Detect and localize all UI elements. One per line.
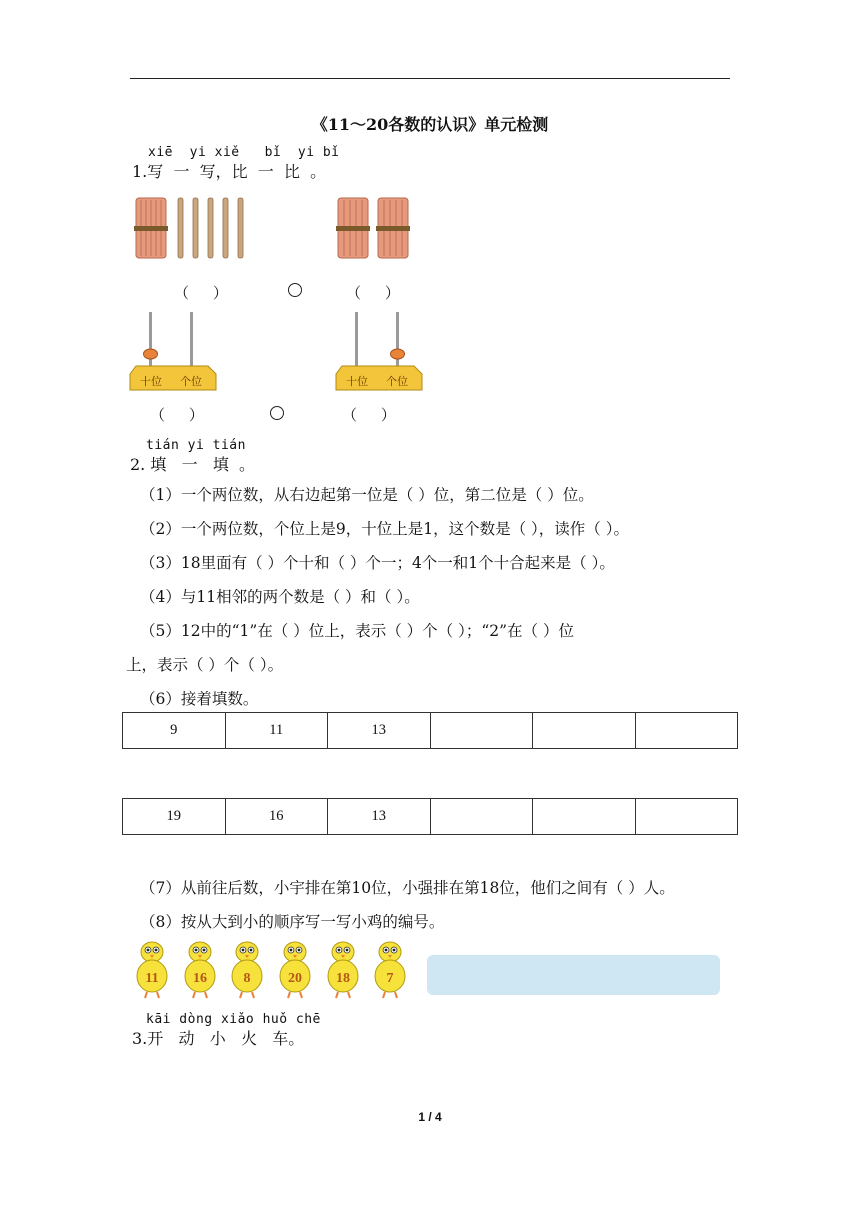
abacus-label-ones: 个位 xyxy=(386,375,408,388)
table-cell: 11 xyxy=(225,713,328,749)
q1-heading: 1.写 一 写，比 一 比 。 xyxy=(132,162,327,181)
table-cell-blank[interactable] xyxy=(533,799,636,835)
answer-blank[interactable]: （ ） xyxy=(346,284,400,302)
chicks-figure xyxy=(130,938,420,1000)
chick xyxy=(185,942,215,998)
abacus-label-ones: 个位 xyxy=(180,375,202,388)
abacus-figure-left xyxy=(128,308,218,394)
single-stick xyxy=(193,198,198,258)
chick xyxy=(280,942,310,998)
abacus-rod xyxy=(190,312,193,368)
q1-pinyin: xiē yi xiě bǐ yi bǐ xyxy=(148,145,340,160)
abacus-bead xyxy=(144,349,158,359)
table-cell: 9 xyxy=(123,713,226,749)
abacus-rod xyxy=(149,312,152,368)
answer-box[interactable] xyxy=(427,955,720,995)
answer-blank[interactable]: （ ） xyxy=(342,406,396,424)
q2-heading: 2. 填 一 填 。 xyxy=(130,455,256,474)
page-number: 1 / 4 xyxy=(418,1110,442,1124)
chick-number: 7 xyxy=(386,971,394,986)
chick xyxy=(232,942,262,998)
chick-number: 8 xyxy=(243,971,251,986)
chick xyxy=(137,942,167,998)
number-sequence-table-1 xyxy=(122,712,738,749)
abacus-bead xyxy=(391,349,405,359)
q2-item-2: （2）一个两位数，个位上是9，十位上是1，这个数是（ ），读作（ ）。 xyxy=(140,520,629,538)
compare-circle[interactable] xyxy=(270,406,284,420)
chick xyxy=(375,942,405,998)
table-cell-blank[interactable] xyxy=(533,713,636,749)
header-rule xyxy=(130,78,730,79)
stick-bundle xyxy=(376,198,410,258)
table-cell-blank[interactable] xyxy=(430,713,533,749)
q3-heading: 3.开 动 小 火 车。 xyxy=(132,1029,305,1048)
q3-pinyin: kāi dòng xiǎo huǒ chē xyxy=(146,1012,321,1027)
answer-blank[interactable]: （ ） xyxy=(150,406,204,424)
q2-item-8: （8）按从大到小的顺序写一写小鸡的编号。 xyxy=(140,913,445,931)
single-stick xyxy=(178,198,183,258)
chick-number: 18 xyxy=(336,971,350,986)
chick-number: 11 xyxy=(145,971,159,986)
table-cell: 19 xyxy=(123,799,226,835)
abacus-label-tens: 十位 xyxy=(140,375,162,388)
single-stick xyxy=(208,198,213,258)
chick-number: 20 xyxy=(288,971,302,986)
page-title: 《11～20各数的认识》单元检测 xyxy=(311,115,549,134)
table-cell: 13 xyxy=(328,713,431,749)
q2-item-3: （3）18里面有（ ）个十和（ ）个一；4个一和1个十合起来是（ ）。 xyxy=(140,554,615,572)
abacus-figure-right xyxy=(334,308,424,394)
table-cell-blank[interactable] xyxy=(430,799,533,835)
q2-item-7: （7）从前往后数，小宇排在第10位，小强排在第18位，他们之间有（ ）人。 xyxy=(140,879,675,897)
answer-blank[interactable]: （ ） xyxy=(174,284,228,302)
q2-item-4: （4）与11相邻的两个数是（ ）和（ ）。 xyxy=(140,588,420,606)
stick-bundle xyxy=(336,198,370,258)
chick-number: 16 xyxy=(193,971,207,986)
single-stick xyxy=(223,198,228,258)
stick-bundle xyxy=(134,198,168,258)
compare-circle[interactable] xyxy=(288,283,302,297)
single-stick xyxy=(238,198,243,258)
abacus-label-tens: 十位 xyxy=(346,375,368,388)
q2-item-5: （5）12中的“1”在（ ）位上，表示（ ）个（ ）；“2”在（ ）位 xyxy=(140,622,574,640)
table-cell-blank[interactable] xyxy=(635,799,738,835)
q2-pinyin: tián yi tián xyxy=(146,438,246,453)
abacus-rod xyxy=(355,312,358,368)
sticks-figure-right xyxy=(336,192,416,264)
abacus-rod xyxy=(396,312,399,368)
q2-item-6: （6）接着填数。 xyxy=(140,690,259,708)
q2-item-1: （1）一个两位数，从右边起第一位是（ ）位，第二位是（ ）位。 xyxy=(140,486,594,504)
table-cell: 13 xyxy=(328,799,431,835)
q2-item-5-cont: 上，表示（ ）个（ ）。 xyxy=(126,656,284,674)
table-cell-blank[interactable] xyxy=(635,713,738,749)
chick xyxy=(328,942,358,998)
sticks-figure-left xyxy=(132,192,262,264)
number-sequence-table-2 xyxy=(122,798,738,835)
table-cell: 16 xyxy=(225,799,328,835)
